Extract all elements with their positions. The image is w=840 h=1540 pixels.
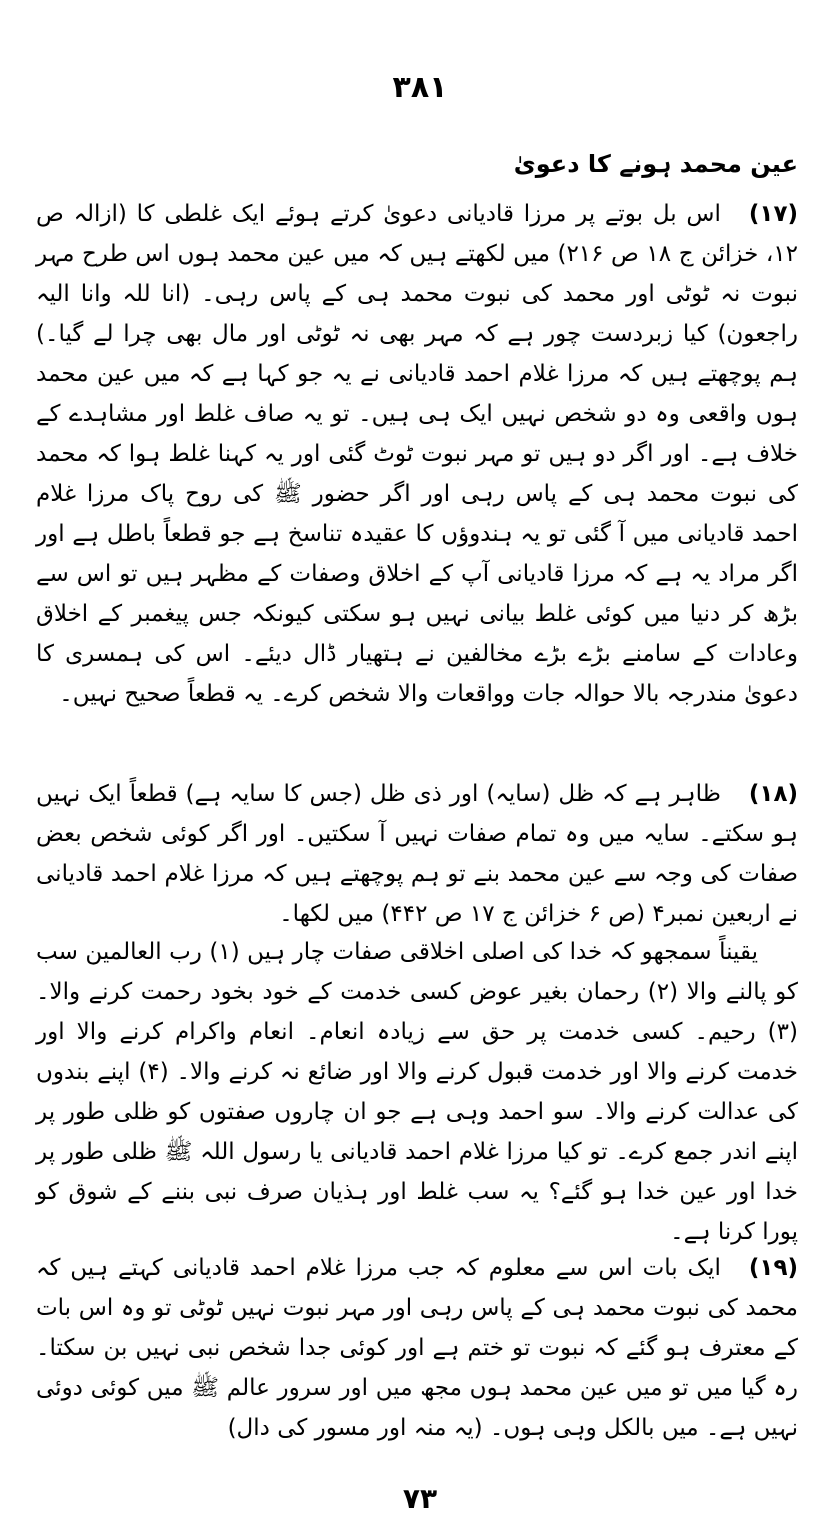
- paragraph-number: (۱۸): [748, 781, 798, 807]
- paragraph-text: اس بل بوتے پر مرزا قادیانی دعویٰ کرتے ہوئے ایک غلطی کا (ازالہ ص ۱۲، خزائن ج ۱۸ ص ۲۱۶) میں لکھتے ہیں کہ میں عین محمد ہوں اس طرح مہر نبوت نہ ٹوٹی اور محمد کی نبوت محمد ہی کے پاس رہی۔ (انا للہ وانا الیہ راجعون) کیا زبردست چور ہے کہ مہر بھی نہ ٹوٹی اور مال بھی چرا لے گیا۔) ہم پوچھتے ہیں کہ مرزا غلام احمد قادیانی نے یہ جو کہا ہے کہ میں عین محمد ہوں واقعی وہ دو شخص نہیں ایک ہی ہیں۔ تو یہ صاف غلط اور مشاہدے کے خلاف ہے۔ اور اگر دو ہیں تو مہر نبوت ٹوٹ گئی اور یہ کہنا غلط ہوا کہ محمد کی نبوت محمد ہی کے پاس رہی اور اگر حضور ﷺ کی روح پاک مرزا غلام احمد قادیانی میں آ گئی تو یہ ہندوؤں کا عقیدہ تناسخ ہے جو قطعاً باطل ہے اور اگر مراد یہ ہے کہ مرزا قادیانی آپ کے اخلاق وصفات کے مظہر ہیں تو اس سے بڑھ کر دنیا میں کوئی غلط بیانی نہیں ہو سکتی کیونکہ جس پیغمبر کے اخلاق وعادات کے سامنے بڑے بڑے مخالفین نے ہتھیار ڈال دیئے۔ اس کی ہمسری کا دعویٰ مندرجہ بالا حوالہ جات وواقعات والا شخص کرے۔ یہ قطعاً صحیح نہیں۔: [36, 201, 798, 707]
- paragraph-19: [36, 1248, 798, 1448]
- page-number-top: ۳۸۱: [392, 70, 448, 105]
- page-number-bottom: ۷۳: [402, 1482, 438, 1515]
- paragraph-18: [36, 774, 798, 934]
- paragraph-text: ایک بات اس سے معلوم کہ جب مرزا غلام احمد قادیانی کہتے ہیں کہ محمد کی نبوت محمد ہی کے پاس رہی اور مہر نبوت نہیں ٹوٹی تو وہ اس بات کے معترف ہو گئے کہ نبوت تو ختم ہے اور کوئی جدا شخص نبی نہیں بن سکتا۔ رہ گیا میں تو میں عین محمد ہوں مجھ میں اور سرور عالم ﷺ میں کوئی دوئی نہیں ہے۔ میں بالکل وہی ہوں۔ (یہ منہ اور مسور کی دال): [36, 1255, 798, 1441]
- paragraph-number: (۱۷): [748, 201, 798, 227]
- quoted-passage: یقیناً سمجھو کہ خدا کی اصلی اخلاقی صفات چار ہیں (۱) رب العالمین سب کو پالنے والا (۲) رحمان بغیر عوض کسی خدمت کے خود بخود رحمت کرنے والا۔ (۳) رحیم۔ کسی خدمت پر حق سے زیادہ انعام۔ انعام واکرام کرنے والا اور خدمت کرنے والا اور خدمت قبول کرنے والا اور ضائع نہ کرنے والا۔ (۴) اپنے بندوں کی عدالت کرنے والا۔ سو احمد وہی ہے جو ان چاروں صفتوں کو ظلی طور پر اپنے اندر جمع کرے۔ تو کیا مرزا غلام احمد قادیانی یا رسول اللہ ﷺ ظلی طور پر خدا اور عین خدا ہو گئے؟ یہ سب غلط اور ہذیان صرف نبی بننے کے شوق کو پورا کرنا ہے۔: [36, 939, 799, 1245]
- paragraph-text: ظاہر ہے کہ ظل (سایہ) اور ذی ظل (جس کا سایہ ہے) قطعاً ایک نہیں ہو سکتے۔ سایہ میں وہ تمام صفات نہیں آ سکتیں۔ اور اگر کوئی شخص بعض صفات کی وجہ سے عین محمد بنے تو ہم پوچھتے ہیں کہ مرزا غلام احمد قادیانی نے اربعین نمبر۴ (ص ۶ خزائن ج ۱۷ ص ۴۴۲) میں لکھا۔: [36, 781, 798, 927]
- section-heading: عین محمد ہونے کا دعویٰ: [513, 150, 798, 178]
- paragraph-number: (۱۹): [748, 1255, 798, 1281]
- paragraph-17: [36, 194, 798, 714]
